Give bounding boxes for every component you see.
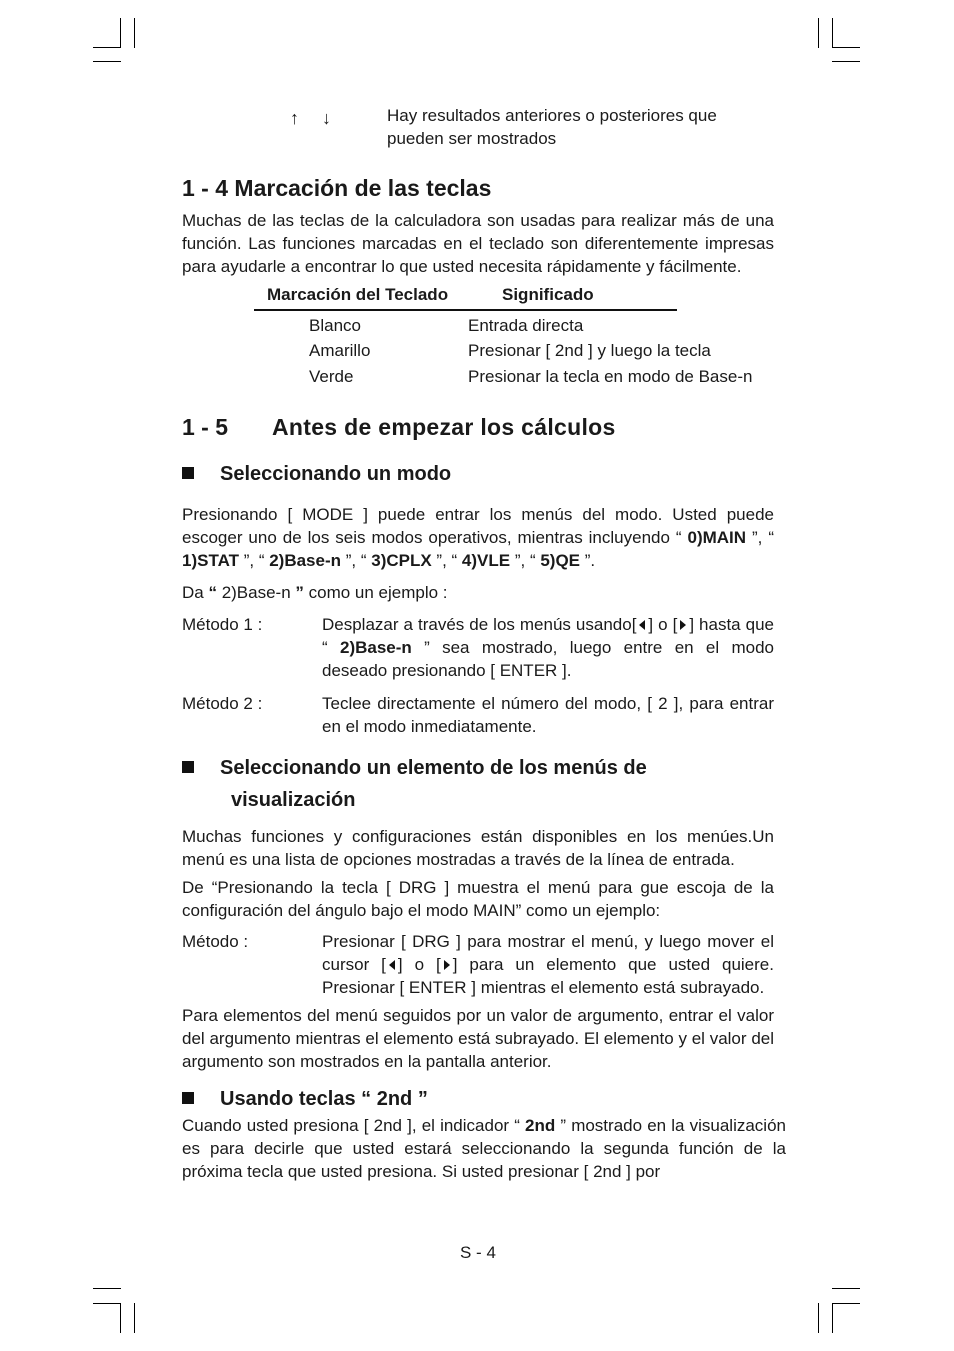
crop-mark (832, 61, 860, 62)
section-1-5-number: 1 - 5 (182, 414, 229, 440)
table-cell-meaning: Presionar [ 2nd ] y luego la tecla (468, 341, 711, 360)
left-arrow-key-icon (389, 960, 395, 970)
table-cell-meaning: Entrada directa (468, 316, 584, 335)
menu-method-text-a: Presionar [ DRG ] para mostrar el menú, y luego mover el cursor [ (322, 932, 774, 974)
mode-name: 2)Base-n (339, 638, 412, 657)
right-arrow-key-icon (444, 960, 450, 970)
crop-mark (832, 18, 833, 48)
arrows-desc-line2: pueden ser mostrados (387, 129, 557, 148)
menu-paragraph-3: Para elementos del menú seguidos por un valor de argumento, entrar el valor del argumento mientras el elemento está subrayado. El elemento y el valor del argumento son mostrados en la pantalla anterior. (182, 1006, 774, 1071)
menu-paragraph-2: De “Presionando la tecla [ DRG ] muestra el menú para gue escoja de la configuración del ángulo bajo el modo MAIN” como un ejemplo: (182, 878, 774, 920)
mode-paragraph-text: Presionando [ MODE ] puede entrar los menús del modo. Usted puede escoger uno de los seis modos operativos, mientras incluyendo “ (182, 505, 774, 547)
mode-heading (182, 459, 451, 489)
method1-text-c: ] hasta que “ (322, 615, 774, 657)
crop-mark (93, 47, 121, 48)
separator: ”, “ (510, 551, 541, 570)
mode-paragraph (182, 503, 774, 572)
crop-mark (832, 1303, 833, 1333)
separator: ”, “ (431, 551, 462, 570)
method2-text: Teclee directamente el número del modo, [ 2 ], para entrar en el modo inmediatamente. (322, 694, 774, 736)
menu-method-text-b: ] o [ (397, 955, 441, 974)
section-1-5-title: Antes de empezar los cálculos (272, 414, 616, 440)
crop-mark (93, 61, 121, 62)
crop-mark (120, 1303, 121, 1333)
table-header-key-marking: Marcación del Teclado (267, 285, 449, 304)
method1-text-a: Desplazar a través de los menús usando[ (322, 615, 637, 634)
menu-paragraph-1: Muchas funciones y configuraciones están disponibles en los menúes.Un menú es una lista de opciones mostradas a través de la línea de entrada. (182, 827, 774, 869)
menu-heading (182, 753, 647, 783)
second-paragraph-text: ” mostrado en la visualización es para decirle que usted estará seleccionando la segunda función de la próxima tecla que usted presiona. Si usted presionar [ 2nd ] por (182, 1116, 786, 1181)
crop-mark (93, 1303, 121, 1304)
menu-method-text-c: ] para un elemento que usted quiere. Presionar [ ENTER ] mientras el elemento está subrayado. (322, 955, 774, 997)
bullet-square-icon (182, 1092, 194, 1104)
mode-name: 5)QE (540, 551, 581, 570)
mode-name: 4)VLE (461, 551, 511, 570)
table-cell-marking: Blanco (309, 316, 361, 335)
section-1-4-title: 1 - 4 Marcación de las teclas (182, 175, 492, 201)
table-cell-marking: Verde (309, 367, 354, 386)
crop-mark (134, 1303, 135, 1333)
table-cell-meaning: Presionar la tecla en modo de Base-n (468, 367, 753, 386)
separator: ”, “ (238, 551, 270, 570)
bullet-square-icon (182, 467, 194, 479)
separator: ”, “ (341, 551, 372, 570)
separator: ”, “ (746, 528, 774, 547)
method1-text-d: ” sea mostrado, luego entre en el modo deseado presionando [ ENTER ]. (322, 638, 774, 680)
second-paragraph (182, 1114, 786, 1183)
section-1-4-intro: Muchas de las teclas de la calculadora son usadas para realizar más de una función. Las funciones marcadas en el teclado son diferentemente impresas para ayudarle a encontrar lo que usted necesita rápidamente y fácilmente. (182, 211, 774, 276)
example-text: Da (182, 583, 209, 602)
up-arrow-icon: ↑ (290, 108, 299, 128)
left-arrow-key-icon (639, 620, 645, 630)
second-heading (182, 1084, 428, 1114)
crop-mark (832, 47, 860, 48)
method1-text-b: ] o [ (648, 615, 678, 634)
method1-label: Método 1 : (182, 615, 263, 634)
page-number: S - 4 (460, 1243, 496, 1262)
mode-name: 0)MAIN (687, 528, 747, 547)
table-header-meaning: Significado (502, 285, 594, 304)
arrows-desc-line1: Hay resultados anteriores o posteriores que (387, 106, 717, 125)
crop-mark (818, 1303, 819, 1333)
table-header-rule (254, 309, 677, 311)
crop-mark (134, 18, 135, 48)
separator: ”. (580, 551, 596, 570)
second-heading-text: Usando teclas “ 2nd ” (220, 1088, 428, 1110)
second-paragraph-text: Cuando usted presiona [ 2nd ], el indicador “ (182, 1116, 526, 1135)
quote-mark: “ (208, 583, 217, 602)
mode-heading-text: Seleccionando un modo (220, 463, 452, 485)
menu-heading-line2: visualización (231, 789, 356, 811)
mode-name: 2)Base-n (269, 551, 342, 570)
crop-mark (818, 18, 819, 48)
down-arrow-icon: ↓ (322, 108, 331, 128)
quote-mark: ” (295, 583, 304, 602)
table-cell-marking: Amarillo (309, 341, 371, 360)
mode-name: 1)STAT (182, 551, 239, 570)
mode-example (182, 581, 774, 604)
example-text: como un ejemplo : (303, 583, 448, 602)
method1-text (322, 613, 774, 682)
mode-name: 3)CPLX (371, 551, 432, 570)
menu-method-text (322, 930, 774, 999)
indicator-2nd: 2nd (525, 1116, 556, 1135)
right-arrow-key-icon (680, 620, 686, 630)
crop-mark (832, 1288, 860, 1289)
menu-heading-line1: Seleccionando un elemento de los menús de (220, 757, 647, 779)
method2-label: Método 2 : (182, 694, 263, 713)
example-text: 2)Base-n (216, 583, 296, 602)
menu-method-label: Método : (182, 932, 249, 951)
crop-mark (93, 1288, 121, 1289)
crop-mark (832, 1303, 860, 1304)
bullet-square-icon (182, 761, 194, 773)
crop-mark (120, 18, 121, 48)
